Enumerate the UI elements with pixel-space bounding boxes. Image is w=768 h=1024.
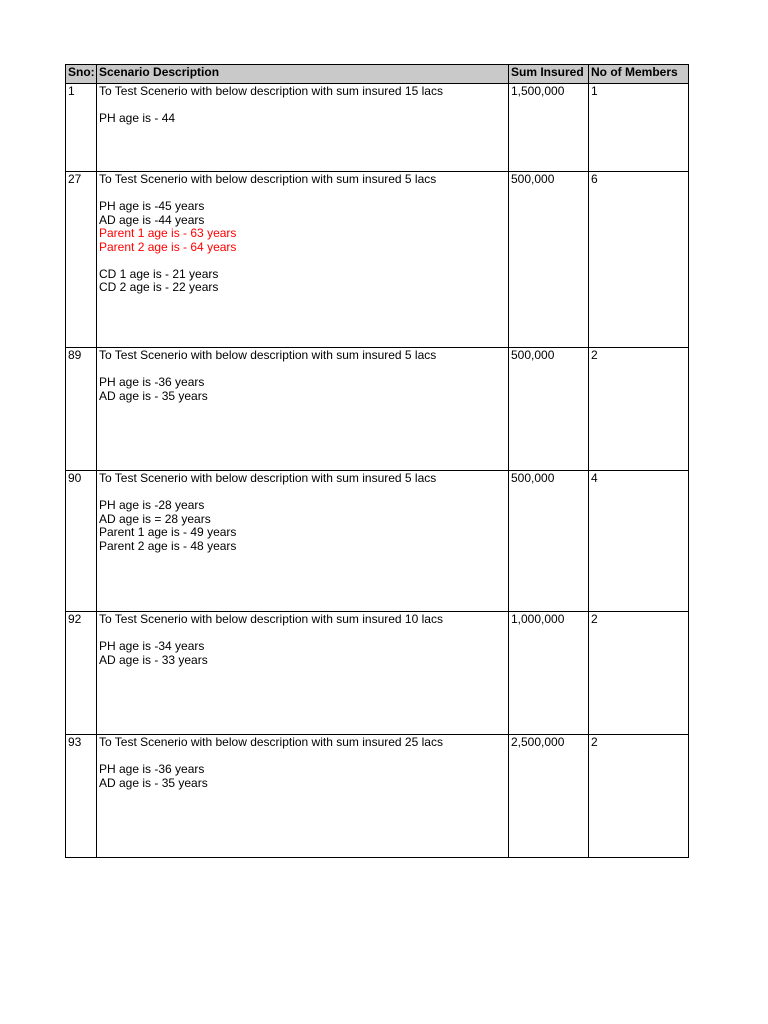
cell-members: 2 <box>589 735 689 858</box>
description-line: PH age is -36 years <box>99 762 205 776</box>
description-line: AD age is - 35 years <box>99 388 208 403</box>
header-sum-insured: Sum Insured <box>509 65 589 84</box>
cell-sno: 89 <box>66 348 97 471</box>
cell-sno: 27 <box>66 172 97 348</box>
description-line: PH age is -36 years <box>99 375 205 389</box>
cell-members: 1 <box>589 84 689 172</box>
cell-sno: 92 <box>66 612 97 735</box>
cell-sum-insured: 2,500,000 <box>509 735 589 858</box>
cell-sno: 1 <box>66 84 97 172</box>
cell-sum-insured: 500,000 <box>509 172 589 348</box>
cell-sum-insured: 500,000 <box>509 348 589 471</box>
description-line: AD age is - 33 years <box>99 652 208 667</box>
description-line-highlight: Parent 2 age is - 64 years <box>99 239 237 254</box>
header-sno: Sno: <box>66 65 97 84</box>
cell-sum-insured: 1,500,000 <box>509 84 589 172</box>
cell-members: 2 <box>589 348 689 471</box>
cell-description <box>97 172 509 348</box>
table-row <box>66 735 689 858</box>
description-line: PH age is -45 years <box>99 199 205 213</box>
description-line: AD age is -44 years <box>99 212 205 227</box>
description-line: AD age is = 28 years <box>99 511 211 526</box>
header-row <box>66 65 689 84</box>
description-line: Parent 1 age is - 49 years <box>99 525 237 539</box>
description-line: CD 2 age is - 22 years <box>99 280 219 294</box>
cell-description <box>97 735 509 858</box>
description-line: PH age is - 44 <box>99 111 176 125</box>
cell-description <box>97 348 509 471</box>
cell-sno: 93 <box>66 735 97 858</box>
description-line: Parent 2 age is - 48 years <box>99 538 237 553</box>
description-title: To Test Scenerio with below description with sum insured 25 lacs <box>99 735 443 749</box>
cell-description <box>97 612 509 735</box>
table-row <box>66 612 689 735</box>
cell-sum-insured: 1,000,000 <box>509 612 589 735</box>
table-row <box>66 348 689 471</box>
table-row <box>66 471 689 612</box>
cell-members: 2 <box>589 612 689 735</box>
cell-description <box>97 84 509 172</box>
cell-sum-insured: 500,000 <box>509 471 589 612</box>
description-line-highlight: Parent 1 age is - 63 years <box>99 226 237 240</box>
cell-members: 6 <box>589 172 689 348</box>
description-line: AD age is - 35 years <box>99 775 208 790</box>
description-line: PH age is -28 years <box>99 498 205 512</box>
description-line: CD 1 age is - 21 years <box>99 266 219 281</box>
description-title: To Test Scenerio with below description with sum insured 5 lacs <box>99 172 437 186</box>
description-line: PH age is -34 years <box>99 639 205 653</box>
header-no-of-members: No of Members <box>589 65 689 84</box>
cell-description <box>97 471 509 612</box>
description-title: To Test Scenerio with below description with sum insured 15 lacs <box>99 84 443 98</box>
scenario-table <box>65 64 689 858</box>
header-scenario-description: Scenario Description <box>97 65 509 84</box>
description-title: To Test Scenerio with below description with sum insured 5 lacs <box>99 348 437 362</box>
table-row <box>66 172 689 348</box>
description-title: To Test Scenerio with below description with sum insured 10 lacs <box>99 612 443 626</box>
cell-members: 4 <box>589 471 689 612</box>
table-row <box>66 84 689 172</box>
cell-sno: 90 <box>66 471 97 612</box>
description-title: To Test Scenerio with below description with sum insured 5 lacs <box>99 471 437 485</box>
